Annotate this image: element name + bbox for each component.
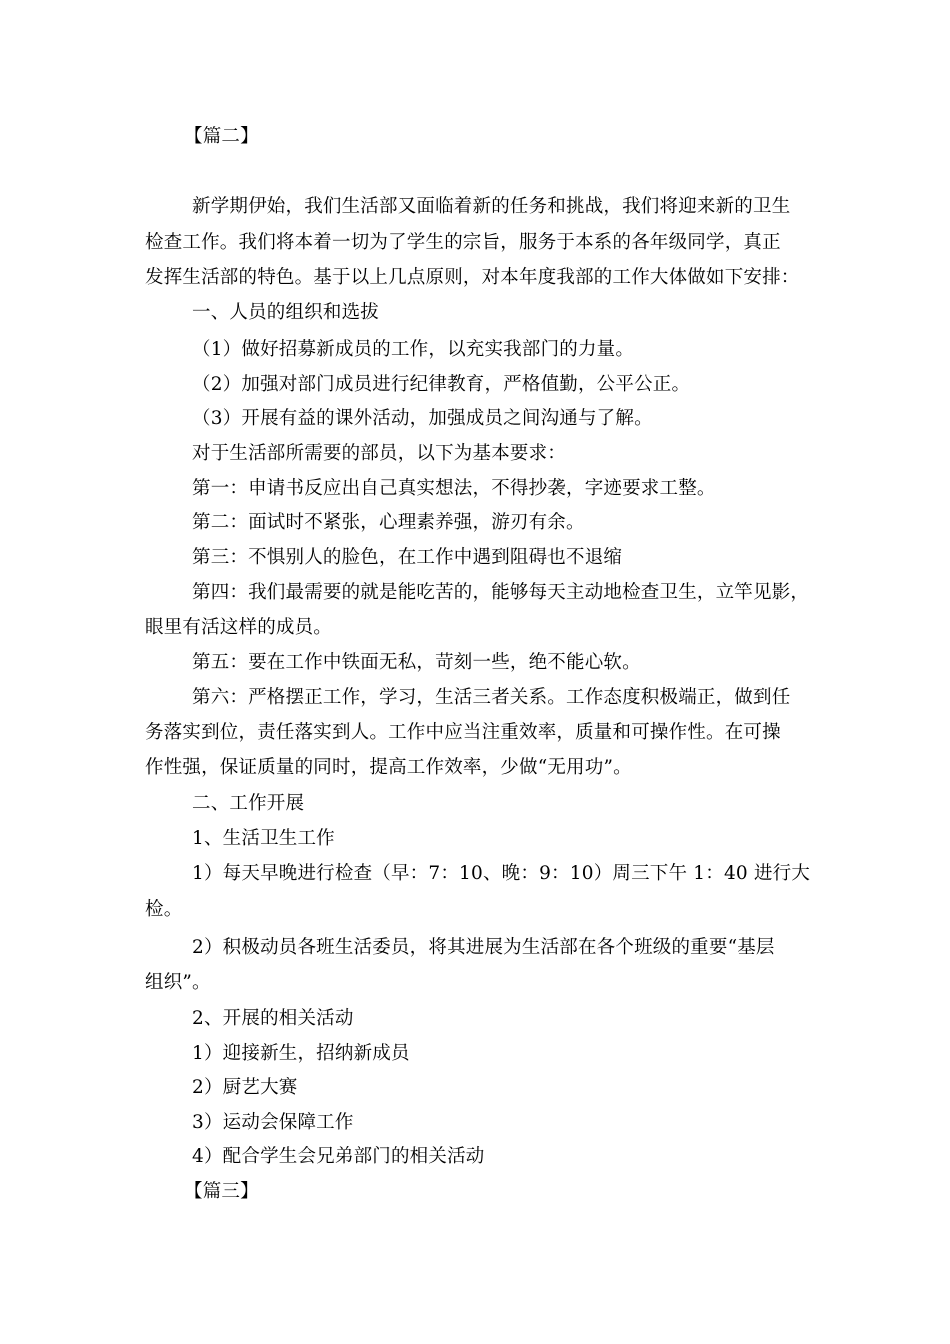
paragraph-line: 检查工作。我们将本着一切为了学生的宗旨，服务于本系的各年级同学，真正 — [145, 232, 781, 253]
list-item-continuation: 组织”。 — [145, 972, 211, 993]
section-heading-3: 【篇三】 — [184, 1181, 259, 1202]
section-title: 二、工作开展 — [192, 793, 305, 814]
requirement-item-continuation: 作性强，保证质量的同时，提高工作效率，少做“无用功”。 — [145, 757, 632, 778]
list-item-continuation: 检。 — [145, 899, 183, 920]
list-item: （1）做好招募新成员的工作，以充实我部门的力量。 — [192, 339, 635, 360]
requirement-item: 第二：面试时不紧张，心理素养强，游刃有余。 — [192, 512, 585, 533]
requirement-item: 第一：申请书反应出自己真实想法，不得抄袭，字迹要求工整。 — [192, 478, 716, 499]
paragraph-line: 对于生活部所需要的部员，以下为基本要求： — [192, 443, 567, 464]
list-item: 4）配合学生会兄弟部门的相关活动 — [192, 1146, 485, 1167]
subsection-title: 2、开展的相关活动 — [192, 1008, 354, 1029]
section-heading-2: 【篇二】 — [184, 126, 259, 147]
list-item: （2）加强对部门成员进行纪律教育，严格值勤，公平公正。 — [192, 374, 691, 395]
requirement-item: 第五：要在工作中铁面无私，苛刻一些，绝不能心软。 — [192, 652, 641, 673]
paragraph-line: 发挥生活部的特色。基于以上几点原则，对本年度我部的工作大体做如下安排： — [145, 267, 800, 288]
list-item: 2）厨艺大赛 — [192, 1077, 298, 1098]
requirement-item: 第六：严格摆正工作，学习，生活三者关系。工作态度积极端正，做到任 — [192, 687, 791, 708]
requirement-item-continuation: 务落实到位，责任落实到人。工作中应当注重效率，质量和可操作性。在可操 — [145, 722, 781, 743]
section-title: 一、人员的组织和选拔 — [192, 302, 380, 323]
list-item: （3）开展有益的课外活动，加强成员之间沟通与了解。 — [192, 408, 653, 429]
list-item: 2）积极动员各班生活委员，将其进展为生活部在各个班级的重要“基层 — [192, 937, 775, 958]
list-item: 1）每天早晚进行检查（早：7：10、晚：9：10）周三下午 1：40 进行大 — [192, 863, 811, 884]
list-item: 1）迎接新生，招纳新成员 — [192, 1043, 410, 1064]
list-item: 3）运动会保障工作 — [192, 1112, 354, 1133]
requirement-item-continuation: 眼里有活这样的成员。 — [145, 617, 333, 638]
paragraph-line: 新学期伊始，我们生活部又面临着新的任务和挑战，我们将迎来新的卫生 — [192, 196, 791, 217]
subsection-title: 1、生活卫生工作 — [192, 828, 335, 849]
requirement-item: 第三：不惧别人的脸色，在工作中遇到阻碍也不退缩 — [192, 547, 623, 568]
requirement-item: 第四：我们最需要的就是能吃苦的，能够每天主动地检查卫生，立竿见影， — [192, 582, 810, 603]
